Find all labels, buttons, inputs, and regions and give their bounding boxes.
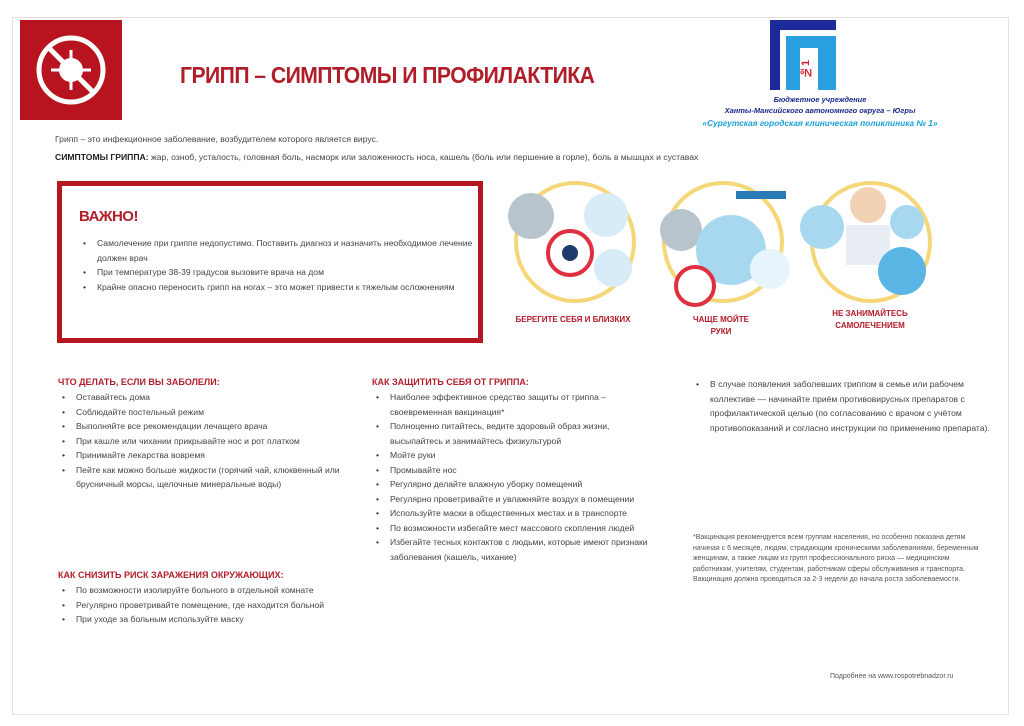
icon-label: НЕ ЗАНИМАЙТЕСЬ САМОЛЕЧЕНИЕМ [832,309,908,330]
protect-yourself-section [372,377,662,564]
clinic-logo-number: №1 [800,48,818,90]
more-info-link[interactable]: Подробнее на www.rospotrebnadzor.ru [830,673,954,680]
list-item: • Избегайте тесных контактов с людьми, которые имеют признаки заболевания (кашель, чихание) [372,535,662,564]
clinic-name-line: Ханты-Мансийского автономного округа – Югры [724,106,916,115]
icon-label: БЕРЕГИТЕ СЕБЯ И БЛИЗКИХ [515,315,631,324]
icon-label: ЧАЩЕ МОЙТЕ РУКИ [693,315,749,336]
list-item: • В случае появления заболевших гриппом в семье или рабочем коллективе — начинайте приём противовирусных препаратов с профилактической целью (по согласованию с врачом с учётом противопоказаний и согласно инструкции по применению препарата). [692,377,992,435]
list-item: • Оставайтесь дома [58,390,353,405]
symptoms-line [55,152,698,162]
list-item: • При кашле или чихании прикрывайте нос и рот платком [58,434,353,449]
list-item: • Промывайте нос [372,463,662,478]
flu-definition: Грипп – это инфекционное заболевание, возбудителем которого является вирус. [55,134,379,144]
section-title: КАК СНИЗИТЬ РИСК ЗАРАЖЕНИЯ ОКРУЖАЮЩИХ: [58,570,284,580]
section-title: КАК ЗАЩИТИТЬ СЕБЯ ОТ ГРИППА: [372,377,529,387]
reduce-risk-section [58,570,348,627]
list-item: • Регулярно делайте влажную уборку помещений [372,477,662,492]
list-item: • Регулярно проветривайте и увлажняйте воздух в помещении [372,492,662,507]
no-virus-logo [20,20,122,120]
protect-family-icon [514,181,636,303]
list-item: • Самолечение при гриппе недопустимо. Поставить диагноз и назначить необходимое лечение должен врач [79,236,479,265]
clinic-name-line: Бюджетное учреждение [773,95,867,104]
list-item: • Соблюдайте постельный режим [58,405,353,420]
section-title: ЧТО ДЕЛАТЬ, ЕСЛИ ВЫ ЗАБОЛЕЛИ: [58,377,220,387]
virus-crossed-icon [20,20,122,120]
list-item: • Мойте руки [372,448,662,463]
list-item: • При температуре 38-39 градусов вызовите врача на дом [79,265,479,280]
family-prevention-section [692,377,992,435]
important-title: ВАЖНО! [79,208,138,225]
important-box [57,181,483,343]
symptoms-text: жар, озноб, усталость, головная боль, насморк или заложенность носа, кашель (боль или першение в горле), боль в мышцах и суставах [148,152,699,162]
important-list [79,236,479,294]
list-item: • По возможности изолируйте больного в отдельной комнате [58,583,348,598]
list-item: • Выполняйте все рекомендации лечащего врача [58,419,353,434]
vaccination-footnote: *Вакцинация рекомендуется всем группам населения, но особенно показана детям начиная с 6 месяцев, людям, страдающим хроническими заболеваниями, беременным женщинам, а также лицам из групп профессионального риска — медицинским работникам, учителям, студентам, работникам сферы обслуживания и транспорта. Вакцинация должна проводиться за 2-3 недели до начала роста заболеваемости. [693,534,979,583]
symptoms-label: СИМПТОМЫ ГРИППА: [55,152,149,162]
list-item: • Используйте маски в общественных местах и в транспорте [372,506,662,521]
if-sick-section [58,377,353,492]
list-item: • При уходе за больным используйте маску [58,612,348,627]
list-item: • Пейте как можно больше жидкости (горячий чай, клюквенный или брусничный морсы, щелочные минеральные воды) [58,463,353,492]
page-title: ГРИПП – СИМПТОМЫ И ПРОФИЛАКТИКА [180,62,595,88]
list-item: • Полноценно питайтесь, ведите здоровый образ жизни, высыпайтесь и занимайтесь физкультурой [372,419,662,448]
clinic-logo [770,20,836,90]
list-item: • Принимайте лекарства вовремя [58,448,353,463]
list-item: • Регулярно проветривайте помещение, где находится больной [58,598,348,613]
wash-hands-icon [662,181,784,303]
list-item: • Крайне опасно переносить грипп на ногах – это может привести к тяжелым осложнениям [79,280,479,295]
list-item: • Наиболее эффективное средство защиты от гриппа – своевременная вакцинация* [372,390,662,419]
no-self-medication-icon [810,181,932,303]
clinic-name-line: «Сургутская городская клиническая поликлиника № 1» [702,118,938,128]
list-item: • По возможности избегайте мест массового скопления людей [372,521,662,536]
